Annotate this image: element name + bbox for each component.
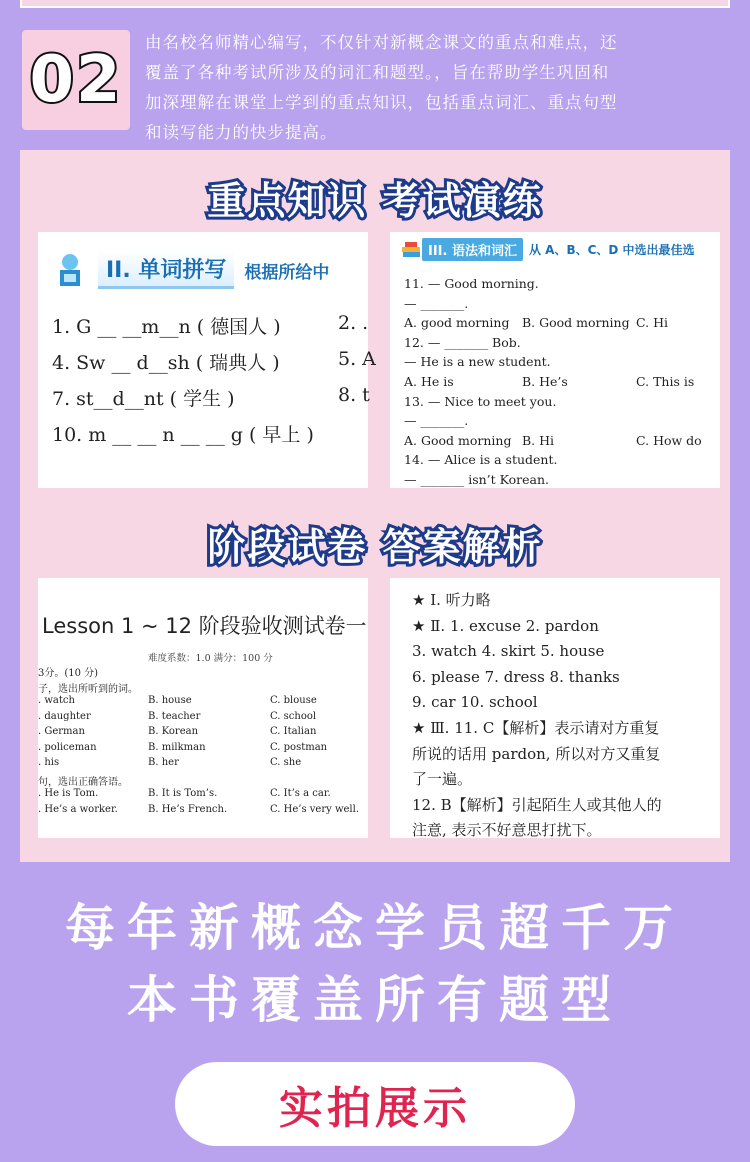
test-option: B. It is Tom’s. — [148, 788, 218, 799]
question-line: 11. — Good morning. — [404, 276, 539, 291]
answer-card — [390, 578, 720, 838]
test-line: 子，选出所听到的词。 — [38, 683, 138, 695]
test-option: . German — [38, 726, 85, 737]
answer-line: ★ Ⅲ. 11. C【解析】表示请对方重复 — [412, 718, 660, 737]
test-option: . policeman — [38, 741, 97, 753]
spelling-card — [38, 232, 376, 488]
spelling-item: 7. st__d__nt ( 学生 ) — [52, 388, 235, 410]
test-option: C. school — [270, 710, 317, 722]
section-number: 02 — [29, 43, 123, 117]
option-item: C. This is — [636, 373, 695, 389]
spelling-row — [52, 420, 392, 456]
test-option: C. Italian — [270, 726, 317, 737]
test-option: . his — [38, 757, 60, 768]
question-line: — _______ isn’t Korean. — [404, 471, 550, 487]
answer-line: ★ Ⅰ. 听力略 — [412, 591, 491, 609]
intro-line: 由名校名师精心编写，不仅针对新概念课文的重点和难点，还 — [145, 33, 618, 52]
test-option-row — [38, 726, 368, 742]
slogan-line-2: 本书覆盖所有题型 — [127, 970, 623, 1029]
test-paper-card — [38, 578, 368, 838]
test-option: C. she — [270, 757, 302, 768]
test-option: C. It’s a car. — [270, 788, 331, 799]
answer-line: 注意, 表示不好意思打扰下。 — [412, 821, 602, 840]
option-row — [404, 313, 724, 333]
test-option: C. postman — [270, 741, 328, 753]
test-option-row — [38, 742, 368, 758]
section-number-badge — [22, 30, 130, 130]
test-option: C. blouse — [270, 695, 317, 706]
spelling-item: 2. . — [338, 312, 369, 334]
spelling-rows — [52, 312, 392, 456]
option-item: B. He’s — [522, 373, 568, 389]
test-option: C. He’s very well. — [270, 803, 360, 815]
test-option: B. her — [148, 757, 179, 768]
option-item: C. Hi — [636, 315, 668, 331]
answer-line: 3. watch 4. skirt 5. house — [412, 642, 605, 661]
answer-line: 所说的话用 pardon, 所以对方又重复 — [412, 744, 661, 763]
test-meta: 难度系数：1.0 满分：100 分 — [148, 653, 273, 664]
option-row — [404, 372, 724, 392]
question-line: 14. — Alice is a student. — [404, 452, 558, 468]
grammar-card — [390, 232, 720, 488]
answer-lines — [412, 588, 712, 844]
question-line: — _______. — [404, 413, 469, 429]
slogan-line-1: 每年新概念学员超千万 — [65, 898, 685, 957]
spelling-item: 10. m __ __ n __ __ g ( 早上 ) — [52, 424, 314, 446]
lightbulb-icon — [50, 250, 90, 290]
intro-text — [145, 28, 740, 148]
test-option: . daughter — [38, 710, 91, 722]
option-item: C. How do — [636, 432, 702, 448]
test-questions — [38, 664, 368, 819]
answer-line: 了一遍。 — [412, 770, 473, 789]
cta-button[interactable] — [175, 1062, 575, 1146]
option-item: A. Good morning — [404, 432, 512, 448]
knowledge-title: 重点知识 考试演练 — [207, 179, 543, 223]
answer-line: ★ Ⅱ. 1. excuse 2. pardon — [412, 616, 599, 635]
test-option-row — [38, 804, 368, 820]
test-option: B. house — [148, 695, 192, 706]
intro-line: 加深理解在课堂上学到的重点知识，包括重点词汇、重点句型 — [145, 93, 618, 112]
grammar-instruction: 从 A、B、C、D 中选出最佳选 — [528, 243, 695, 257]
spelling-heading: II. 单词拼写 — [98, 251, 234, 289]
test-line: 句，选出正确答语。 — [38, 776, 128, 788]
option-item: B. Good morning — [522, 315, 630, 331]
answer-line: 12. B【解析】引起陌生人或其他人的 — [412, 795, 662, 814]
test-option: B. teacher — [148, 710, 201, 722]
question-line: 13. — Nice to meet you. — [404, 393, 557, 409]
spelling-row — [52, 312, 392, 348]
spelling-row — [52, 384, 392, 420]
answer-line: 6. please 7. dress 8. thanks — [412, 667, 620, 686]
answer-line: 9. car 10. school — [412, 693, 538, 712]
test-option-row — [38, 788, 368, 804]
option-item: A. good morning — [404, 315, 510, 331]
question-line: — He is a new student. — [404, 354, 551, 370]
test-option: . watch — [38, 695, 75, 706]
spelling-item: 5. A — [338, 348, 376, 370]
spelling-instruction: 根据所给中 — [244, 262, 330, 283]
spelling-row — [52, 348, 392, 384]
spelling-header — [50, 250, 329, 290]
test-option: . He is Tom. — [38, 788, 99, 799]
grammar-header — [400, 238, 695, 261]
top-strip — [20, 0, 730, 8]
test-option: B. Korean — [148, 726, 199, 737]
test-option: B. He’s French. — [148, 803, 228, 815]
question-line: — _______. — [404, 295, 469, 311]
spelling-item: 8. t — [338, 384, 370, 406]
test-line: 3分。(10 分) — [38, 668, 99, 679]
cta-label: 实拍展示 — [279, 1083, 471, 1134]
option-row — [404, 431, 724, 451]
test-option: . He’s a worker. — [38, 803, 118, 815]
intro-line: 覆盖了各种考试所涉及的词汇和题型。，旨在帮助学生巩固和 — [145, 63, 610, 82]
showcase-panel — [20, 150, 730, 862]
spelling-item: 1. G __ __m__n ( 德国人 ) — [52, 316, 281, 338]
papers-title: 阶段试卷 答案解析 — [207, 525, 543, 569]
test-title: Lesson 1 ~ 12 阶段验收测试卷一 — [42, 614, 367, 638]
option-item: A. He is — [404, 373, 454, 389]
test-option-row — [38, 695, 368, 711]
grammar-heading: III. 语法和词汇 — [422, 238, 523, 261]
question-line: 12. — _______ Bob. — [404, 334, 521, 350]
test-option: B. milkman — [148, 741, 206, 753]
books-icon — [400, 239, 422, 261]
option-item: B. Hi — [522, 432, 555, 448]
test-option-row — [38, 757, 368, 773]
test-option-row — [38, 711, 368, 727]
intro-line: 和读写能力的快步提高。 — [145, 123, 338, 142]
grammar-questions — [404, 274, 724, 490]
spelling-item: 4. Sw __ d__sh ( 瑞典人 ) — [52, 352, 280, 374]
